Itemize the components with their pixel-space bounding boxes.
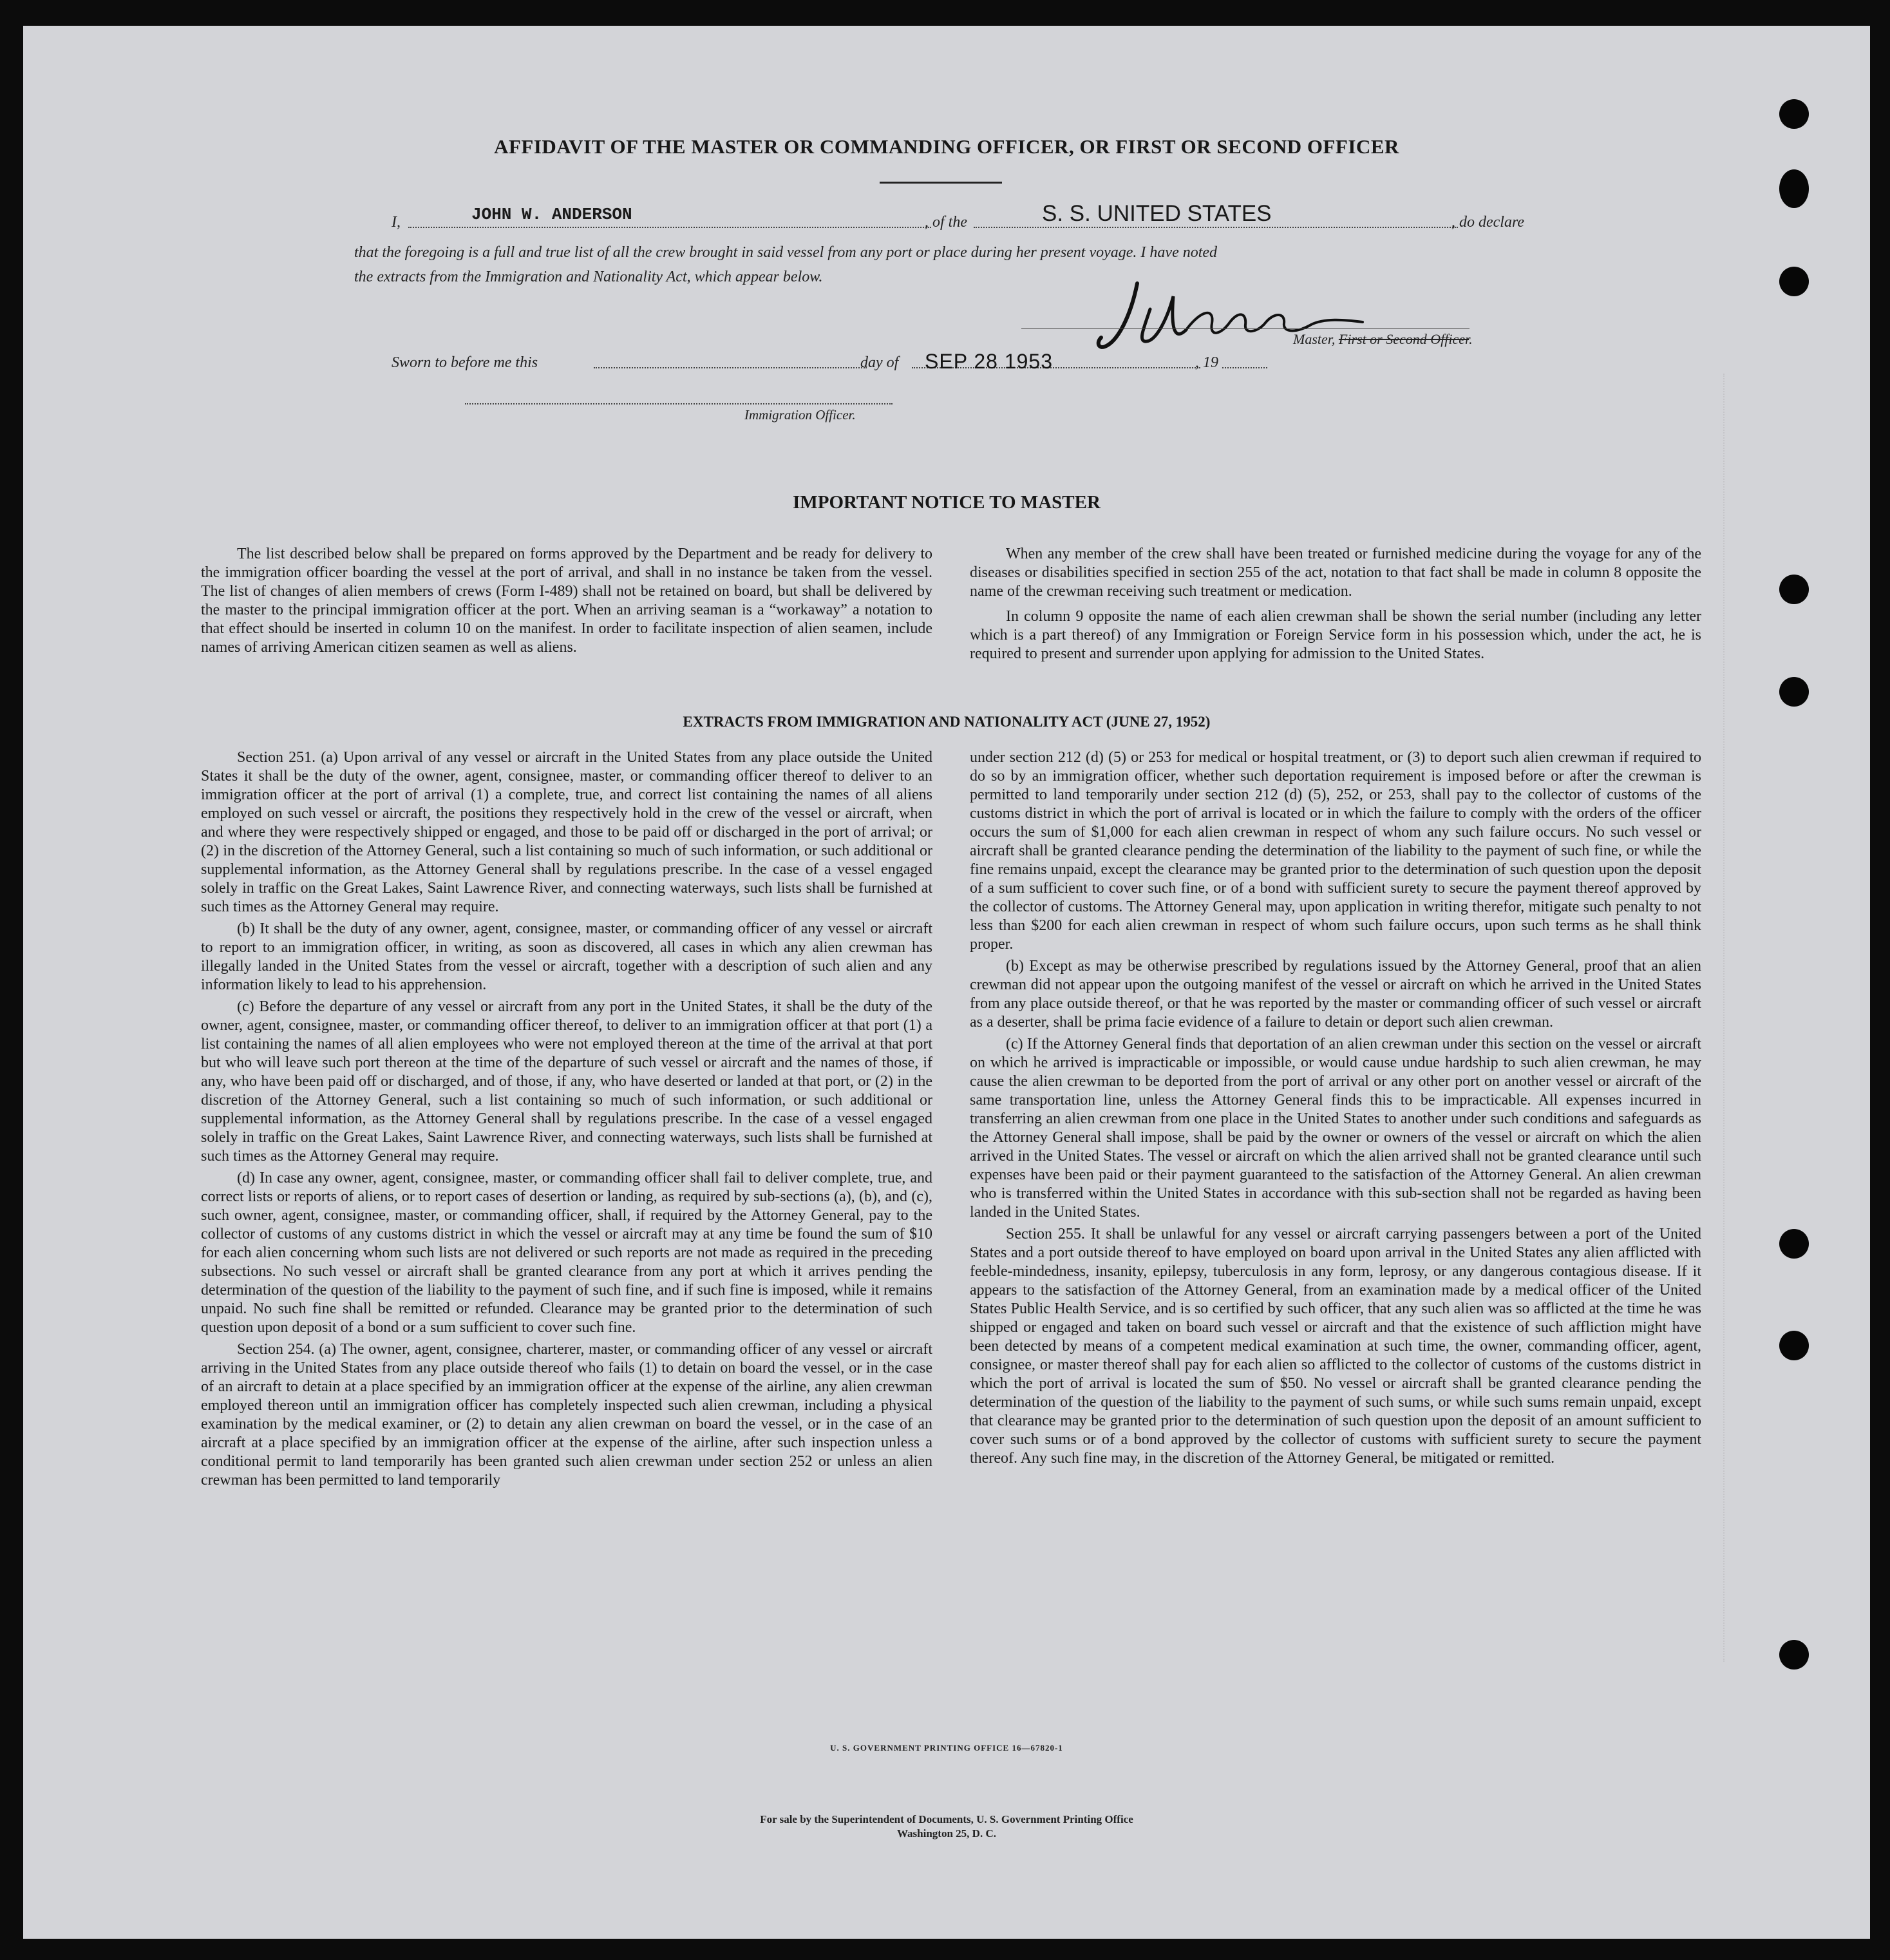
section-251-a: Section 251. (a) Upon arrival of any vessel or aircraft in the United States from any place outside the United States it shall be the duty of the owner, agent, consignee, master, or commanding officer thereof to deliver to an immigration officer at the port of arrival (1) a complete, true, and correct list containing the names of all aliens employed on such vessel or aircraft, the positions they respectively hold in the crew of the vessel or aircraft, when and where they were respectively shipped or engaged, and those to be paid off or discharged in the port of arrival; or (2) in the discretion of the Attorney General, such a list containing so much of such information, or such additional or supplemental information, as the Attorney General shall by regulations prescribe. In the case of a vessel engaged solely in traffic on the Great Lakes, Saint Lawrence River, and connecting waterways, such lists shall be furnished at such times as the Attorney General may require. <box>201 749 932 915</box>
notice-left-paragraph: The list described below shall be prepared on forms approved by the Department and be ready for delivery to the immigration officer boarding the vessel at the port of arrival, and shall in no instance be taken from the vessel. The list of changes of alien members of crews (Form I-489) shall not be retained on board, but shall be delivered by the master to the principal immigration officer at the port. When an arriving seaman is a “workaway” a notation to that effect should be inserted in column 10 on the manifest. In order to facilitate inspection of alien seamen, include names of arriving American citizen seamen as well as aliens. <box>201 546 932 656</box>
of-the-label: , of the <box>925 214 967 231</box>
officer-name: JOHN W. ANDERSON <box>471 205 632 224</box>
extracts-right-column <box>970 748 1701 1471</box>
handwritten-signature <box>1092 271 1375 367</box>
printing-office-imprint: U. S. GOVERNMENT PRINTING OFFICE 16—67820-1 <box>830 1743 1063 1753</box>
section-254-c: (c) If the Attorney General finds that deportation of an alien crewman under this section on the vessel or aircraft on which he arrived is impracticable or impossible, or would cause undue hardship to such alien crewman, he may cause the alien crewman to be deported from the port of arrival or any other port on another vessel or aircraft of the same transportation line, unless the Attorney General finds this to be impracticable. All expenses incurred in transferring an alien crewman from one place in the United States to another under such conditions and safeguards as the Attorney General shall impose, shall be paid by the owner or owners of the vessel or aircraft on which the alien arrived in the United States. The vessel or aircraft on which the alien arrived shall not be granted clearance until such expenses have been paid or their payment guaranteed to the satisfaction of the Attorney General. An alien crewman who is transferred within the United States in accordance with this sub-section shall not be regarded as having been landed in the United States. <box>970 1036 1701 1221</box>
sworn-label: Sworn to before me this <box>392 354 538 371</box>
extracts-title: EXTRACTS FROM IMMIGRATION AND NATIONALITY ACT (JUNE 27, 1952) <box>683 714 1211 730</box>
immigration-officer-label: Immigration Officer. <box>744 407 856 423</box>
document-page <box>23 26 1870 1939</box>
notice-left-column <box>201 545 932 660</box>
role-end: . <box>1469 331 1473 347</box>
sale-line-1: For sale by the Superintendent of Documents, U. S. Government Printing Office <box>760 1813 1133 1825</box>
binder-hole <box>1779 99 1809 129</box>
notice-right-paragraph-2: In column 9 opposite the name of each alien crewman shall be shown the serial number (including any letter which is a part thereof) of any Immigration or Foreign Service form in his possession which, under the act, he is required to present and surrender upon applying for admission to the United States. <box>970 608 1701 662</box>
statement-line-1: that the foregoing is a full and true list of all the crew brought in said vessel from any port or place during her present voyage. I have noted <box>354 244 1218 261</box>
section-251-c: (c) Before the departure of any vessel or aircraft from any port in the United States, it shall be the duty of the owner, agent, consignee, master, or commanding officer thereof, to deliver to an immigration officer at that port (1) a list containing the names of all alien employees who were not employed thereon at the time of the arrival at that port but who will leave such port thereon at the time of the departure of such vessel or aircraft and the names of those, if any, who have been paid off or discharged, and of those, if any, who have deserted or landed at that port, or (2) in the discretion of the Attorney General, such a list containing so much of such information, or such additional or supplemental information, as the Attorney General shall by regulations prescribe. In the case of a vessel engaged solely in traffic on the Great Lakes, Saint Lawrence River, and connecting waterways, such lists shall be furnished at such times as the Attorney General may require. <box>201 998 932 1165</box>
binder-hole <box>1779 1331 1809 1360</box>
notice-title: IMPORTANT NOTICE TO MASTER <box>793 492 1101 513</box>
binder-hole <box>1779 677 1809 707</box>
section-254-b: (b) Except as may be otherwise prescribed by regulations issued by the Attorney General, proof that an alien crewman did not appear upon the outgoing manifest of the vessel or aircraft on which he arrived in the United States from any place outside thereof, or that he was reported by the master or commanding officer of such vessel or aircraft as a deserter, shall be prima facie evidence of a failure to detain or deport such alien crewman. <box>970 958 1701 1031</box>
binder-hole <box>1779 1229 1809 1259</box>
sale-notice <box>23 1813 1870 1841</box>
extracts-left-column <box>201 748 932 1493</box>
vessel-name: S. S. UNITED STATES <box>1042 201 1272 226</box>
notice-right-paragraph-1: When any member of the crew shall have been treated or furnished medicine during the voyage for any of the diseases or disabilities specified in section 255 of the act, notation to that fact shall be made in column 8 opposite the name of the crewman receiving such treatment or medication. <box>970 546 1701 600</box>
year-label: , 19 <box>1195 354 1218 371</box>
i-label: I, <box>392 214 401 231</box>
binder-hole <box>1779 169 1809 208</box>
role-master: Master, <box>1293 331 1336 347</box>
year-line <box>1222 367 1267 368</box>
binder-hole <box>1779 267 1809 296</box>
date-stamp: SEP 28 1953 <box>925 350 1054 373</box>
section-251-d: (d) In case any owner, agent, consignee, master, or commanding officer shall fail to deliver complete, true, and correct lists or reports of aliens, or to report cases of desertion or landing, as required by sub-sections (a), (b), and (c), such owner, agent, consignee, master, or commanding officer, shall, if required by the Attorney General, pay to the collector of customs of any customs district in which the vessel or aircraft may at any time be found the sum of $10 for each alien concerning whom such lists are not delivered or such reports are not made as required in the preceding subsections. No such vessel or aircraft shall be granted clearance from any port at which it arrives pending the determination of the question of the liability to the payment of such fine, and if such fine is imposed, while it remains unpaid. No such fine shall be remitted or refunded. Clearance may be granted prior to the determination of such question upon deposit of a bond or a sum sufficient to cover such fine. <box>201 1170 932 1336</box>
binder-hole <box>1779 575 1809 604</box>
bleed-through-marks <box>1723 374 1776 1662</box>
section-254-a: Section 254. (a) The owner, agent, consignee, charterer, master, or commanding officer of any vessel or aircraft arriving in the United States from any place outside thereof who fails (1) to detain on board the vessel, or in the case of an aircraft to detain at a place specified by an immigration officer at the expense of the airline, any alien crewman employed thereon until an immigration officer has completely inspected such alien crewman, including a physical examination by the medical examiner, or (2) to detain any alien crewman on board the vessel, or in the case of an aircraft at a place specified by an immigration officer at the expense of the airline, after such inspection unless a conditional permit to land temporarily has been granted such alien crewman under section 252 or unless an alien crewman has been permitted to land temporarily <box>201 1341 932 1489</box>
day-of-label: day of <box>860 354 899 371</box>
section-255: Section 255. It shall be unlawful for any vessel or aircraft carrying passengers between a port of the United States and a port outside thereof to have employed on board upon arrival in the United States any alien afflicted with feeble-mindedness, insanity, epilepsy, tuberculosis in any form, leprosy, or any dangerous contagious disease. If it appears to the satisfaction of the Attorney General, from an examination made by a medical officer of the United States Public Health Service, and is so certified by such officer, that any such alien was so afflicted at the time he was shipped or engaged and taken on board such vessel or aircraft and that the existence of such affliction might have been detected by means of a competent medical examination at such time, the owner, commanding officer, agent, consignee, or master thereof shall pay for each alien so afflicted to the collector of customs of the customs district in which the port of arrival is located the sum of $50. No vessel or aircraft shall be granted clearance pending the determination of the question of the liability to the payment of such sums, or while such sums remain unpaid, except that clearance may be granted prior to the determination of such question upon the deposit of an amount sufficient to cover such sums or of a bond approved by the collector of customs with sufficient surety to secure the payment thereof. Any such fine may, in the discretion of the Attorney General, be mitigated or remitted. <box>970 1226 1701 1467</box>
role-struck: First or Second Officer <box>1338 331 1469 347</box>
section-254-a-continued: under section 212 (d) (5) or 253 for medical or hospital treatment, or (3) to deport such alien crewman if required to do so by an immigration officer, whether such deportation requirement is imposed before or after the crewman is permitted to land temporarily under section 212 (d) (5), 252, or 253, shall pay to the collector of customs of the customs district in which the port of arrival is located or in which the failure to comply with the orders of the officer occurs the sum of $1,000 for each alien crewman in respect of whom any such failure occurs. No such vessel or aircraft shall be granted clearance pending the determination of the liability to the payment of such fine, or while the fine remains unpaid, except the clearance may be granted prior to the determination of such question upon the deposit of a sum sufficient to cover such fine, or of a bond with sufficient surety to secure the payment thereof approved by the collector of customs. The Attorney General may, upon application in writing therefor, mitigate such penalty to not less than $200 for each alien crewman in respect of whom such failure occurs, upon such terms as he shall think proper. <box>970 749 1701 953</box>
vessel-name-line <box>974 227 1458 228</box>
statement-line-2: the extracts from the Immigration and Nationality Act, which appear below. <box>354 269 823 285</box>
signature-role <box>1293 331 1473 348</box>
immigration-officer-line <box>465 403 893 404</box>
binder-hole <box>1779 1640 1809 1670</box>
notice-right-column <box>970 545 1701 667</box>
affidavit-heading: AFFIDAVIT OF THE MASTER OR COMMANDING OFFICER, OR FIRST OR SECOND OFFICER <box>494 135 1399 158</box>
heading-rule <box>880 182 1002 184</box>
sale-line-2: Washington 25, D. C. <box>897 1827 996 1840</box>
section-251-b: (b) It shall be the duty of any owner, agent, consignee, master, or commanding officer of any vessel or aircraft to report to an immigration officer, in writing, as soon as discovered, all cases in which any alien crewman has illegally landed in the United States from the vessel or aircraft, together with a description of such alien and any information likely to lead to his apprehension. <box>201 920 932 993</box>
do-declare-label: , do declare <box>1451 214 1525 231</box>
sworn-day-line <box>594 367 867 368</box>
officer-name-line <box>408 227 931 228</box>
signature-line <box>1021 328 1469 329</box>
